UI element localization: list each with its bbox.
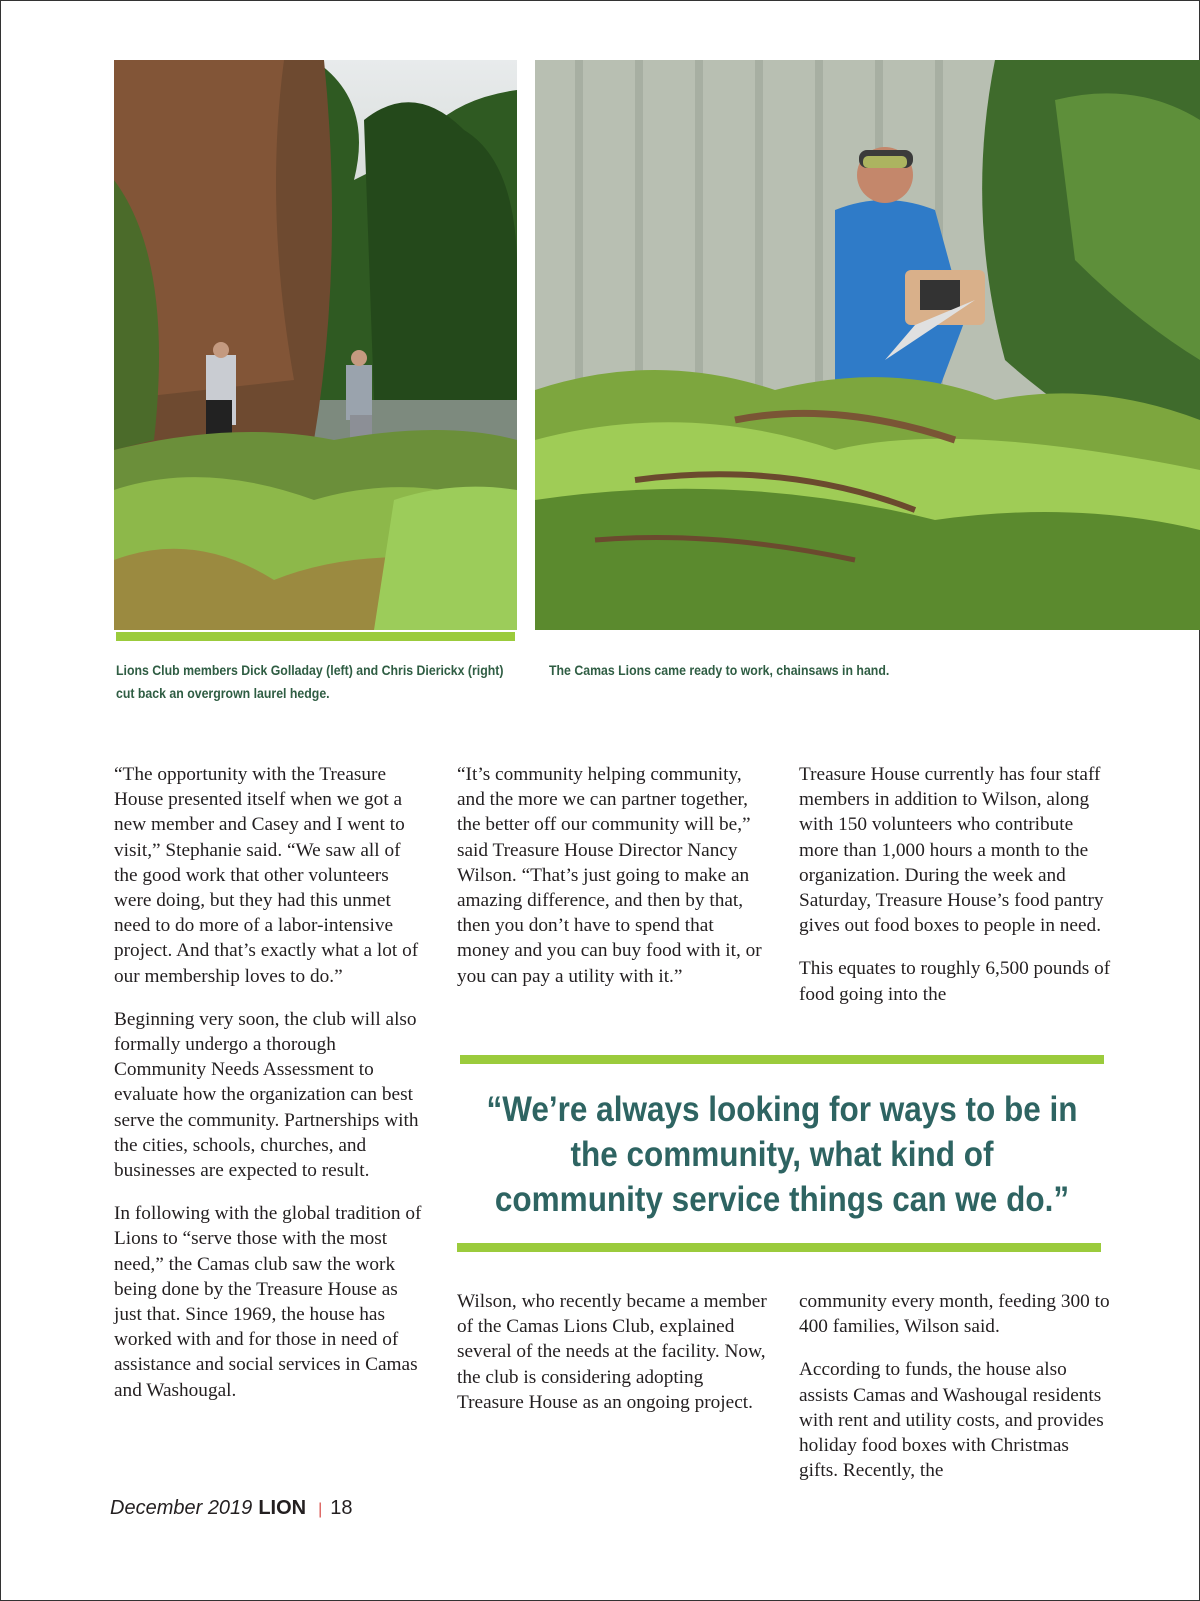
article-column-3-bottom (799, 1289, 1111, 1483)
pull-quote: “We’re always looking for ways to be in the community, what kind of community service things can we do.” (486, 1090, 1078, 1219)
paragraph: Beginning very soon, the club will also formally undergo a thorough Community Needs Assessment to evaluate how the organization can best serve the community. Partnerships with the cities, schools, churches, and businesses are expected to result. (114, 1008, 419, 1182)
article-column-2-top (457, 762, 769, 989)
paragraph: “It’s community helping community, and the more we can partner together, the better off our community will be,” said Treasure House Director Nancy Wilson. “That’s just going to make an amazing difference, and then by that, then you don’t have to spend that money and you can buy food with it, or you can pay a utility with it.” (457, 764, 762, 987)
paragraph: “The opportunity with the Treasure House presented itself when we got a new member and Casey and I went to visit,” Stephanie said. “We saw all of the good work that other volunteers were doing, but they had this unmet need to do more of a labor-intensive project. And that’s exactly what a lot of our membership loves to do.” (114, 764, 419, 987)
magazine-name: LION (258, 1497, 307, 1519)
pull-quote-rule-top (460, 1055, 1104, 1064)
photo-chainsaw-volunteer (535, 60, 1200, 630)
pull-quote-rule-bottom (457, 1243, 1101, 1252)
paragraph: Treasure House currently has four staff members in addition to Wilson, along with 150 volunteers who contribute more than 1,000 hours a month to the organization. During the week and Saturday, Treasure House’s food pantry gives out food boxes to people in need. (799, 764, 1104, 937)
paragraph: In following with the global tradition of Lions to “serve those with the most need,” the Camas club saw the work being done by the Treasure House as just that. Since 1969, the house has worked with and for those in need of assistance and social services in Camas and Washougal. (114, 1203, 422, 1401)
page-number: 18 (330, 1497, 353, 1519)
article-column-3-top (799, 762, 1111, 1007)
article-column-1 (114, 762, 426, 1403)
paragraph: community every month, feeding 300 to 400 families, Wilson said. (799, 1291, 1110, 1338)
photo-caption-right: The Camas Lions came ready to work, chainsaws in hand. (549, 662, 890, 678)
article-column-2-bottom (457, 1289, 769, 1415)
photo-caption-left: Lions Club members Dick Golladay (left) and Chris Dierickx (right) cut back an overgrown laurel hedge. (116, 662, 504, 701)
paragraph: According to funds, the house also assists Camas and Washougal residents with rent and utility costs, and provides holiday food boxes with Christmas gifts. Recently, the (799, 1359, 1104, 1482)
page-footer (110, 1497, 353, 1520)
paragraph: Wilson, who recently became a member of the Camas Lions Club, explained several of the needs at the facility. Now, the club is considering adopting Treasure House as an ongoing project. (457, 1291, 767, 1413)
photo-accent-rule (116, 632, 515, 641)
footer-separator: | (318, 1501, 323, 1518)
issue-date: December 2019 (110, 1497, 253, 1519)
photo-hedge-trimming (114, 60, 517, 630)
paragraph: This equates to roughly 6,500 pounds of food going into the (799, 958, 1111, 1005)
